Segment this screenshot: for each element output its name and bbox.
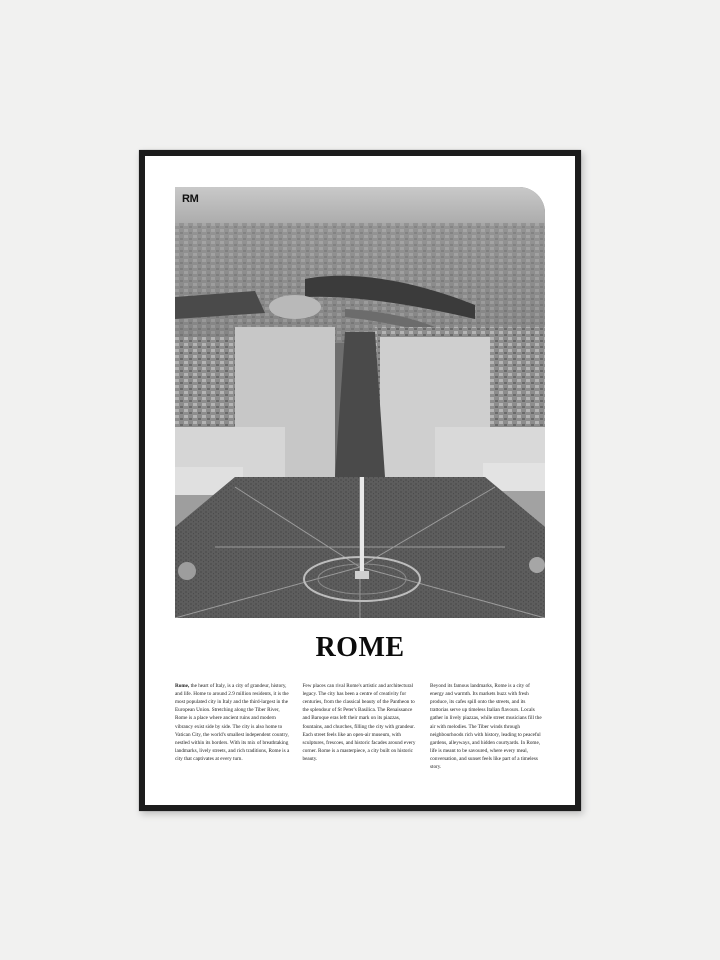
monogram-logo: RM — [182, 193, 199, 205]
photo-illustration — [175, 187, 545, 618]
text-column-2 — [303, 682, 418, 771]
column-lead: Rome, — [175, 683, 190, 689]
text-columns — [175, 682, 545, 771]
poster-frame — [139, 150, 581, 811]
column-text: Few places can rival Rome's artistic and architectural legacy. The city has been a centre of creativity for centuries, from the classical beauty of the Pantheon to the splendour of St Peter's Basilica. The Renaissance and Baroque eras left their mark on its piazzas, fountains, and churches, filling the city with grandeur. Each street feels like an open-air museum, with sculptures, frescoes, and historic facades around every corner. Rome is a masterpiece, a city built on historic beauty. — [302, 683, 416, 762]
poster-paper — [145, 156, 575, 805]
column-text: Beyond its famous landmarks, Rome is a city of energy and warmth. Its markets buzz with fresh produce, its cafes spill onto the streets, and its trattorias serve up timeless Italian flavours. Locals gather in lively piazzas, while street musicians fill the air with melodies. The Tiber winds through neighbourhoods rich with history, leading to peaceful gardens, alleyways, and hidden courtyards. In Rome, life is meant to be savoured, where every meal, conversation, and sunset feels like part of a timeless story. — [430, 683, 542, 771]
text-column-3 — [430, 682, 545, 771]
poster-title: ROME — [315, 632, 405, 663]
text-column-1 — [175, 682, 290, 771]
column-text: the heart of Italy, is a city of grandeur, history, and life. Home to around 2.9 million residents, it is the most populated city in Italy and the third-largest in the European Union. Stretching along the Tiber River, Rome is a place where ancient ruins and modern vibrancy exist side by side. The city is also home to Vatican City, the world's smallest independent country, nestled within its borders. With its mix of breathtaking landmarks, lively streets, and rich traditions, Rome is a city that captivates at every turn. — [175, 683, 290, 762]
rome-aerial-photo — [175, 187, 545, 618]
